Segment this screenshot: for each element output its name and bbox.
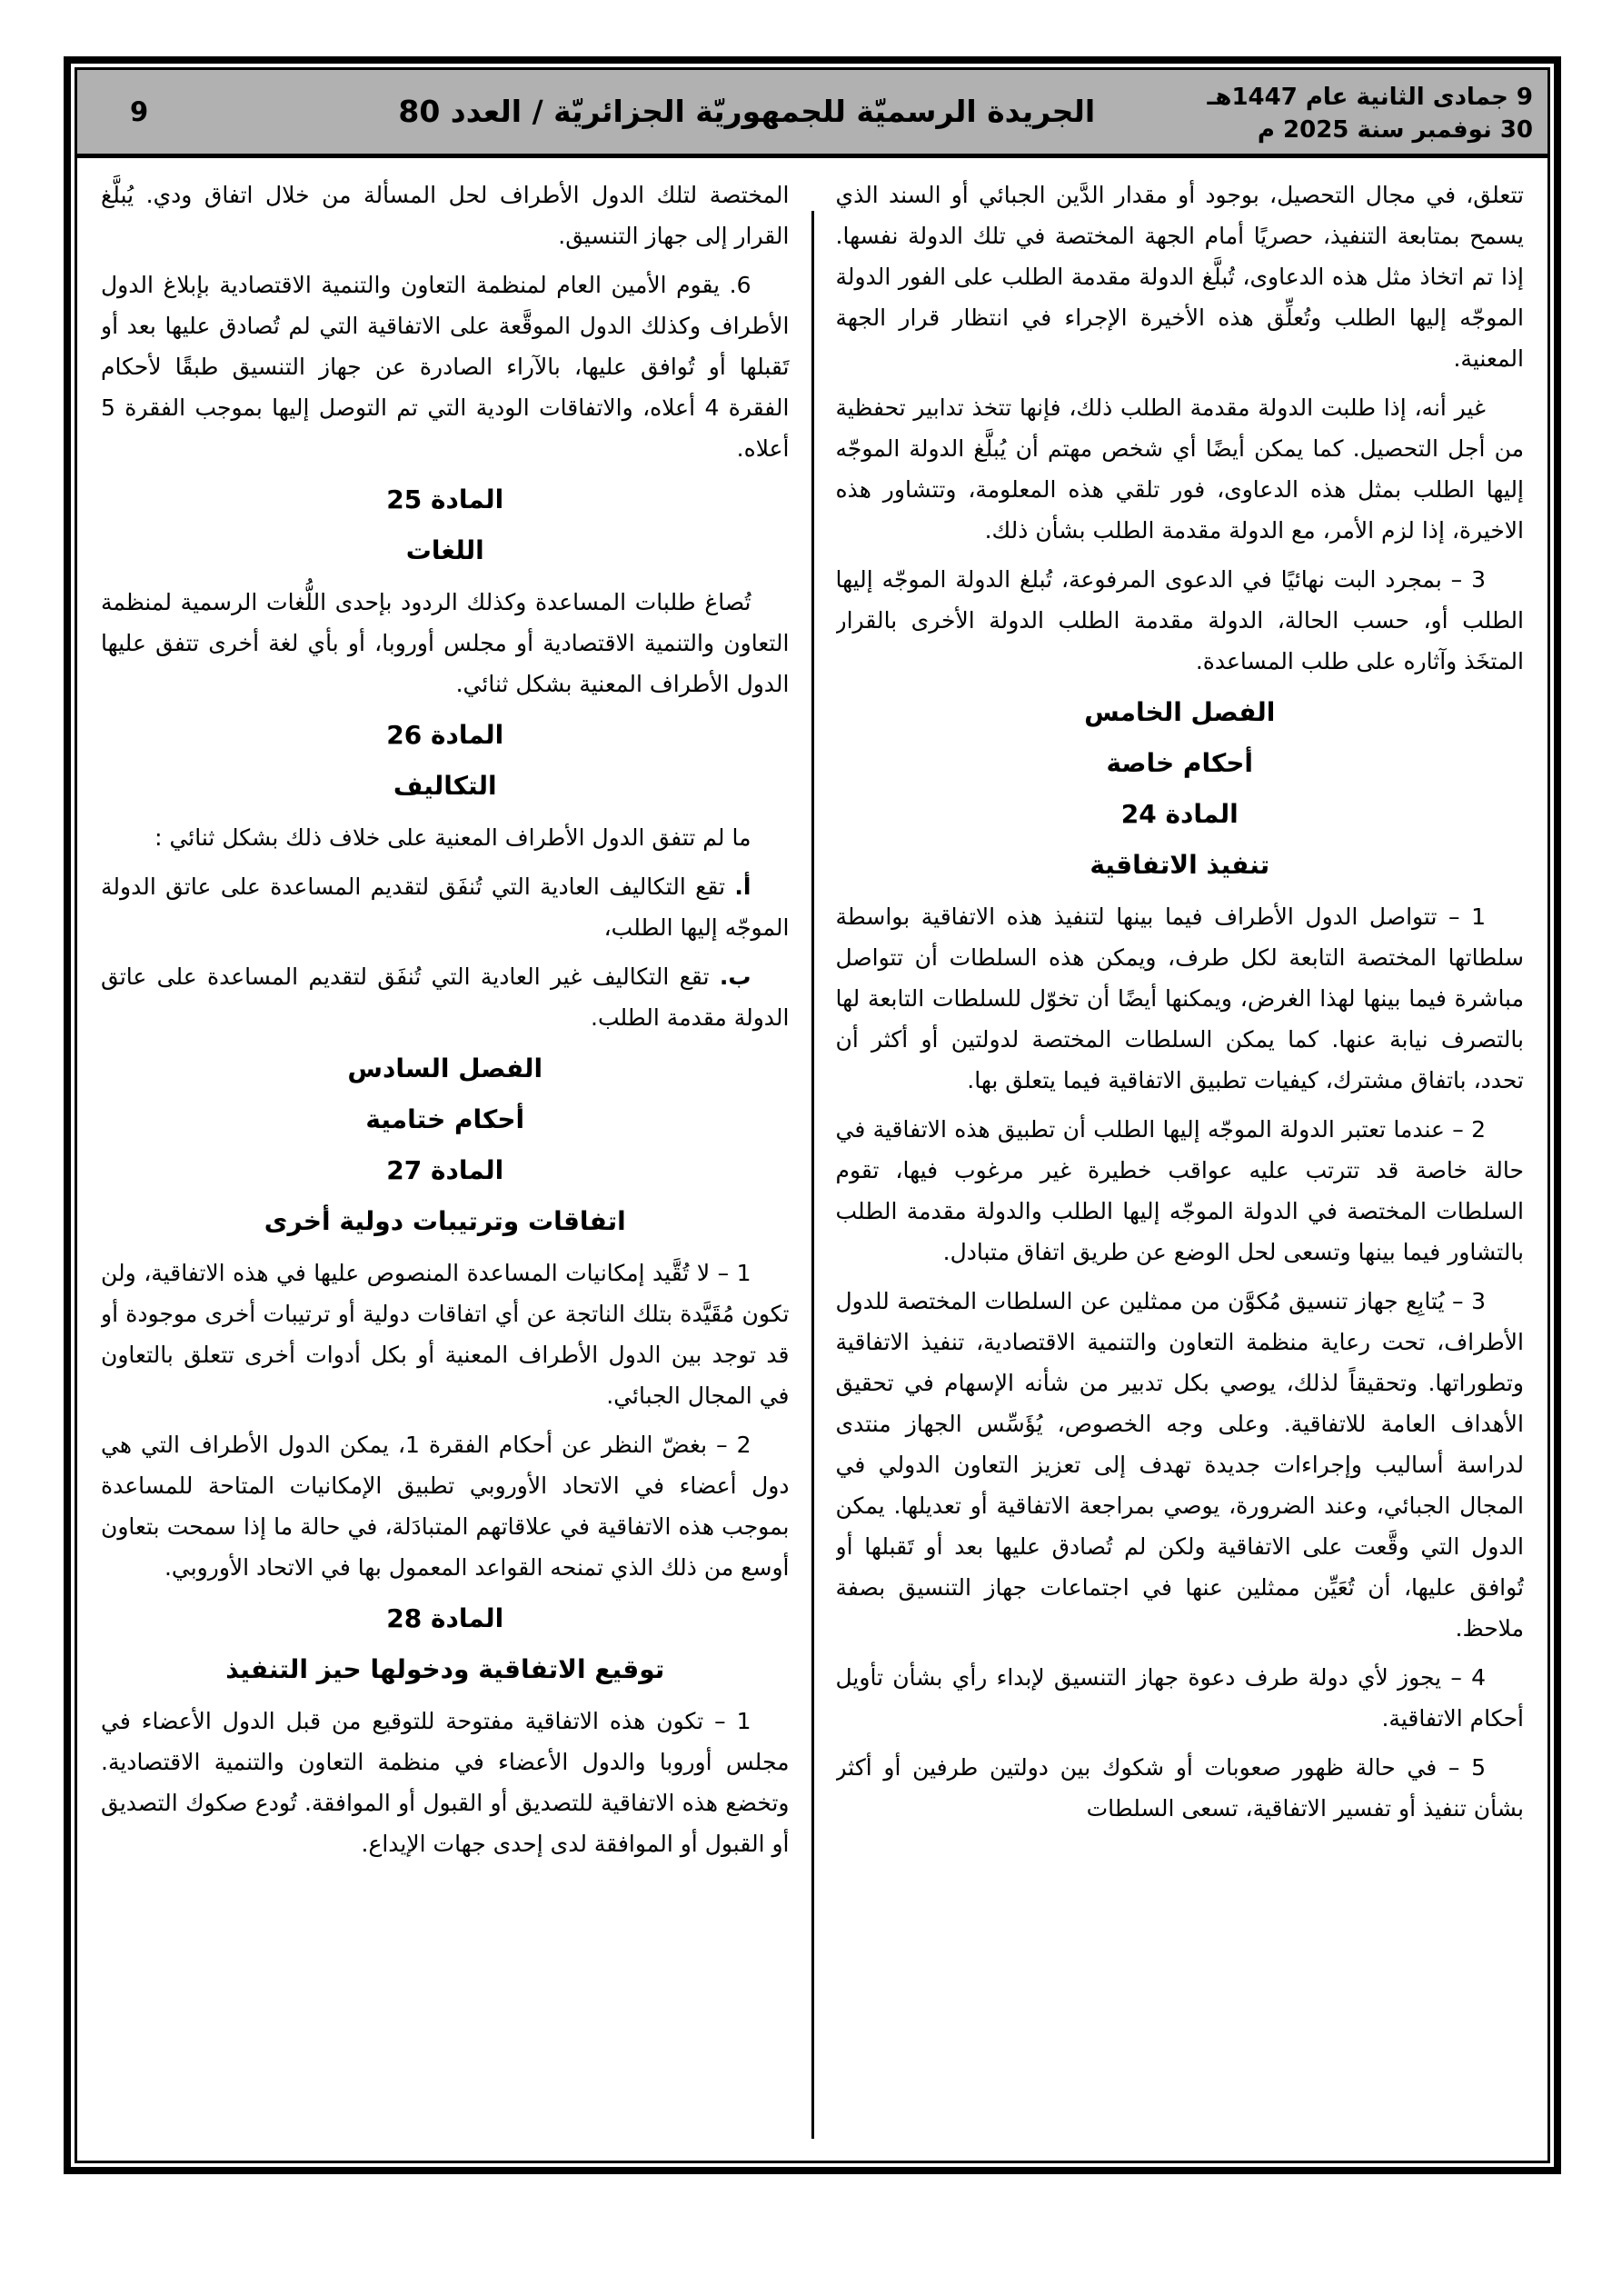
page-frame xyxy=(64,56,1561,2174)
paragraph-lead: ب. xyxy=(719,963,751,990)
paragraph: تُصاغ طلبات المساعدة وكذلك الردود بإحدى اللُّغات الرسمية لمنظمة التعاون والتنمية الاقتصادية أو مجلس أوروبا، أو بأي لغة أخرى تتفق عليها الدول الأطراف المعنية بشكل ثنائي. xyxy=(101,589,790,697)
page-frame-inner xyxy=(75,67,1550,2163)
paragraph: 5 – في حالة ظهور صعوبات أو شكوك بين دولتين طرفين أو أكثر بشأن تنفيذ أو تفسير الاتفاقية، تسعى السلطات xyxy=(835,1754,1524,1822)
section-heading: المادة 26 xyxy=(386,720,504,750)
paragraph: 4 – يجوز لأي دولة طرف دعوة جهاز التنسيق لإبداء رأي بشأن تأويل أحكام الاتفاقية. xyxy=(835,1664,1524,1732)
section-heading: الفصل الخامس xyxy=(1084,697,1276,727)
left-column xyxy=(101,175,790,2151)
paragraph: تتعلق، في مجال التحصيل، بوجود أو مقدار الدَّين الجبائي أو السند الذي يسمح بمتابعة التنفيذ، حصريًا أمام الجهة المختصة في تلك الدولة نفسها. إذا تم اتخاذ مثل هذه الدعاوى، تُبلَّغ الدولة مقدمة الطلب على الفور الدولة الموجّه إليها الطلب وتُعلِّق هذه الأخيرة الإجراء في انتظار قرار الجهة المعنية. xyxy=(835,182,1524,372)
section-heading: المادة 25 xyxy=(386,484,504,514)
header-dates xyxy=(1208,77,1547,146)
paragraph: 1 – تتواصل الدول الأطراف فيما بينها لتنفيذ هذه الاتفاقية بواسطة سلطاتها المختصة التابعة لكل طرف، ويمكن هذه السلطات أن تتواصل مباشرة فيما بينها لهذا الغرض، ويمكنها أيضًا أن تخوّل للسلطات التابعة لها بالتصرف نيابة عنها. كما يمكن السلطات المختصة لدولتين أو أكثر أن تحدد، باتفاق مشترك، كيفيات تطبيق الاتفاقية فيما يتعلق بها. xyxy=(835,903,1524,1093)
paragraph: 1 – لا تُقَّيد إمكانيات المساعدة المنصوص عليها في هذه الاتفاقية، ولن تكون مُقَيَّدة بتلك الناتجة عن أي اتفاقات دولية أو ترتيبات أخرى موجودة أو قد توجد بين الدول الأطراف المعنية أو بكل أدوات أخرى تتعلق بالتعاون في المجال الجبائي. xyxy=(101,1260,790,1409)
paragraph: 2 – بغضّ النظر عن أحكام الفقرة 1، يمكن الدول الأطراف التي هي دول أعضاء في الاتحاد الأوروبي تطبيق الإمكانيات المتاحة للمساعدة بموجب هذه الاتفاقية في علاقاتهم المتبادَلة، في حالة ما إذا سمحت بتعاون أوسع من ذلك الذي تمنحه القواعد المعمول بها في الاتحاد الأوروبي. xyxy=(101,1432,790,1581)
paragraph: المختصة لتلك الدول الأطراف لحل المسألة من خلال اتفاق ودي. يُبلَّغ القرار إلى جهاز التنسيق. xyxy=(101,182,790,249)
section-heading: المادة 27 xyxy=(386,1155,504,1185)
page-number: 9 xyxy=(130,96,149,127)
paragraph: ما لم تتفق الدول الأطراف المعنية على خلاف ذلك بشكل ثنائي : xyxy=(154,824,751,851)
section-heading: أحكام خاصة xyxy=(1106,748,1254,778)
section-heading: أحكام ختامية xyxy=(365,1104,525,1134)
section-heading: المادة 24 xyxy=(1120,799,1239,829)
paragraph: ب. تقع التكاليف غير العادية التي تُنفَق لتقديم المساعدة على عاتق الدولة مقدمة الطلب. xyxy=(101,963,790,1031)
paragraph: غير أنه، إذا طلبت الدولة مقدمة الطلب ذلك، فإنها تتخذ تدابير تحفظية من أجل التحصيل. كما يمكن أيضًا أي شخص مهتم أن يُبلَّغ الدولة الموجّه إليها الطلب بمثل هذه الدعاوى، فور تلقي هذه المعلومة، وتتشاور هذه الاخيرة، إذا لزم الأمر، مع الدولة مقدمة الطلب بشأن ذلك. xyxy=(835,394,1524,544)
section-heading: الفصل السادس xyxy=(347,1053,543,1083)
paragraph: 3 – بمجرد البت نهائيًا في الدعوى المرفوعة، تُبلغ الدولة الموجّه إليها الطلب أو، حسب الحالة، الدولة مقدمة الطلب الدولة الأخرى بالقرار المتخَذ وآثاره على طلب المساعدة. xyxy=(835,566,1524,674)
column-divider xyxy=(811,211,814,2139)
hijri-date: 9 جمادى الثانية عام 1447هـ xyxy=(1207,84,1533,111)
journal-title: الجريدة الرسميّة للجمهوريّة الجزائريّة / العدد 80 xyxy=(398,95,1096,129)
section-heading: اتفاقات وترتيبات دولية أخرى xyxy=(264,1206,626,1236)
gregorian-date: 30 نوفمبر سنة 2025 م xyxy=(1257,116,1533,144)
paragraph: 1 – تكون هذه الاتفاقية مفتوحة للتوقيع من قبل الدول الأعضاء في مجلس أوروبا والدول الأعضاء في منظمة التعاون والتنمية الاقتصادية. وتخضع هذه الاتفاقية للتصديق أو القبول أو الموافقة. تُودع صكوك التصديق أو القبول أو الموافقة لدى إحدى جهات الإيداع. xyxy=(101,1708,790,1857)
section-heading: التكاليف xyxy=(393,771,497,801)
two-column-layout xyxy=(101,175,1524,2151)
paragraph: أ. تقع التكاليف العادية التي تُنفَق لتقديم المساعدة على عاتق الدولة الموجّه إليها الطلب، xyxy=(101,873,790,941)
paragraph: 2 – عندما تعتبر الدولة الموجّه إليها الطلب أن تطبيق هذه الاتفاقية في حالة خاصة قد تترتب عليه عواقب خطيرة غير مرغوب فيها، تقوم السلطات المختصة في الدولة الموجّه إليها الطلب والدولة مقدمة الطلب بالتشاور فيما بينها وتسعى لحل الوضع عن طريق اتفاق متبادل. xyxy=(835,1116,1524,1265)
page-header xyxy=(77,70,1547,158)
right-column xyxy=(836,175,1525,2151)
section-heading: تنفيذ الاتفاقية xyxy=(1090,850,1270,880)
section-heading: اللغات xyxy=(405,535,484,565)
section-heading: المادة 28 xyxy=(386,1603,504,1633)
paragraph: 3 – يُتابِع جهاز تنسيق مُكوَّن من ممثلين عن السلطات المختصة للدول الأطراف، تحت رعاية منظمة التعاون والتنمية الاقتصادية، تنفيذ الاتفاقية وتطوراتها. وتحقيقاً لذلك، يوصي بكل تدبير من شأنه الإسهام في تحقيق الأهداف العامة للاتفاقية. وعلى وجه الخصوص، يُؤَسِّس الجهاز منتدى لدراسة أساليب وإجراءات جديدة تهدف إلى تعزيز التعاون الدولي في المجال الجبائي، وعند الضرورة، يوصي بمراجعة الاتفاقية أو تعديلها. يمكن الدول التي وقَّعت على الاتفاقية ولكن لم تُصادق عليها بعد أو تَقبلها أو تُوافق عليها، أن تُعَيِّن ممثلين عنها في اجتماعات جهاز التنسيق بصفة ملاحظ. xyxy=(835,1288,1524,1642)
paragraph: 6. يقوم الأمين العام لمنظمة التعاون والتنمية الاقتصادية بإبلاغ الدول الأطراف وكذلك الدول الموقَّعة على الاتفاقية التي لم تُصادق عليها بعد أو تَقبلها أو تُوافق عليها، بالآراء الصادرة عن جهاز التنسيق طبقًا لأحكام الفقرة 4 أعلاه، والاتفاقات الودية التي تم التوصل إليها بموجب الفقرة 5 أعلاه. xyxy=(101,272,790,462)
paragraph-lead: أ. xyxy=(734,873,751,900)
section-heading: توقيع الاتفاقية ودخولها حيز التنفيذ xyxy=(225,1654,665,1684)
page-body xyxy=(77,158,1547,2161)
